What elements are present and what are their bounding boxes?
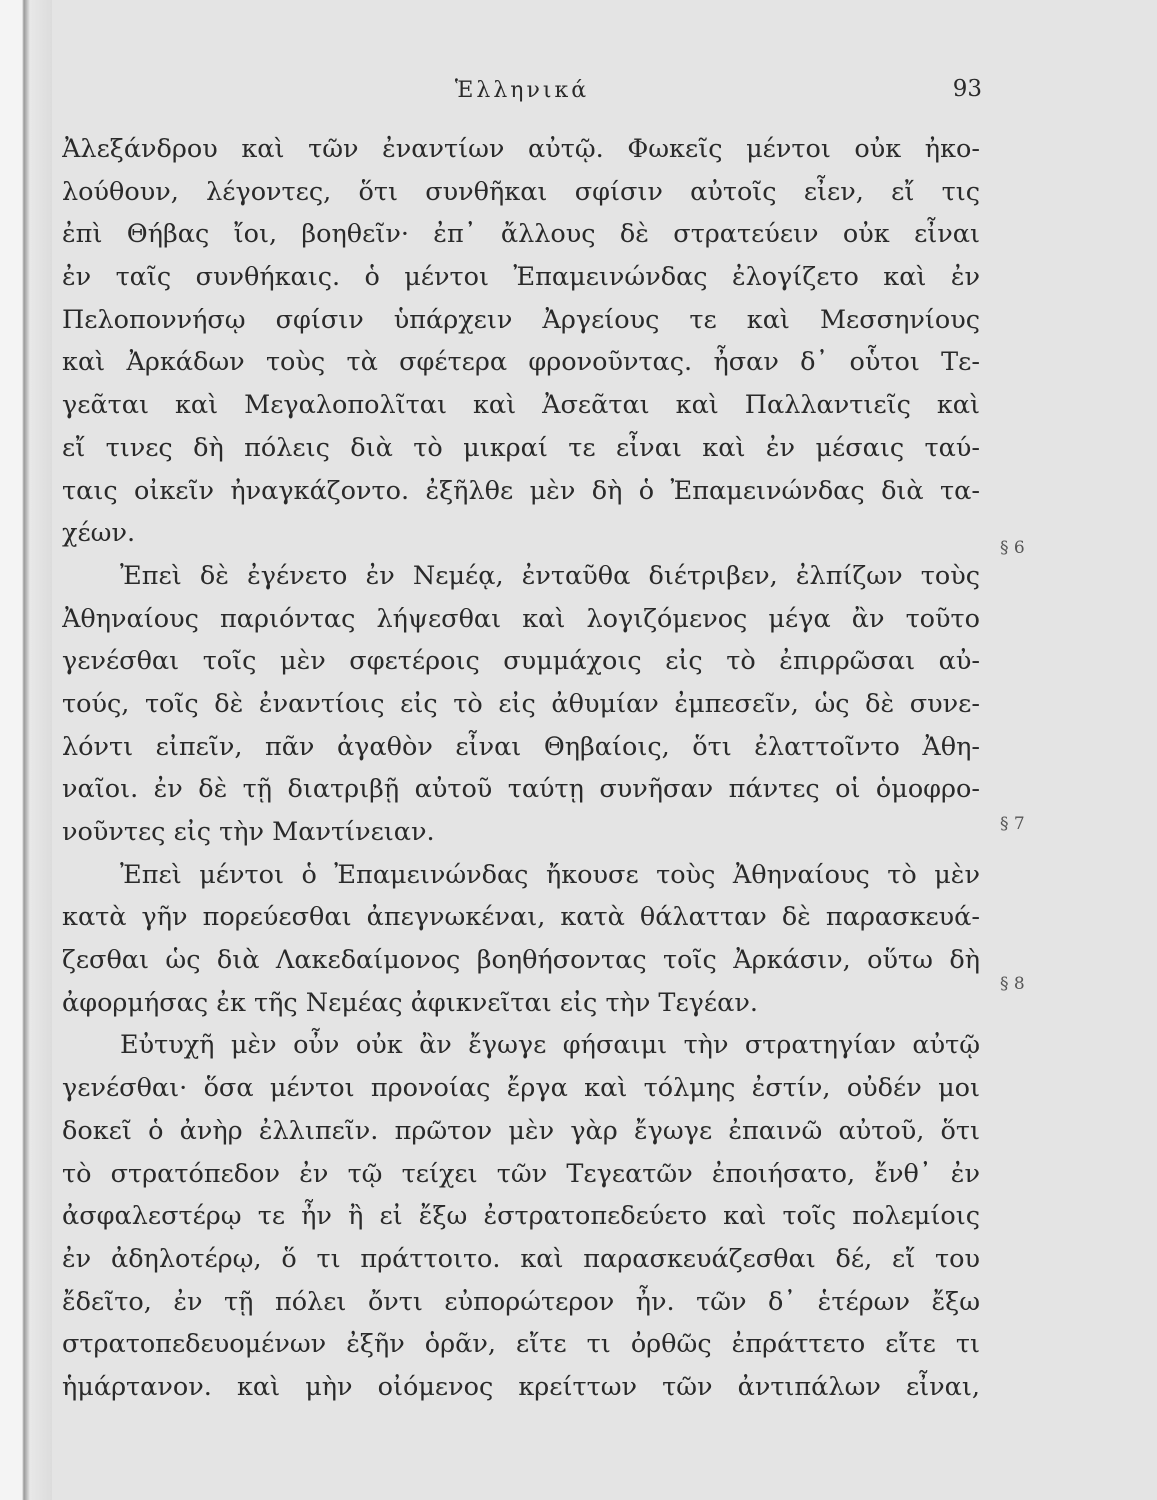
text-line: ἡμάρτανον. καὶ μὴν οἰόμενος κρείττων τῶν ἀντιπάλων εἶναι, [62,1371,980,1402]
text-line: Ἀθηναίους παριόντας λήψεσθαι καὶ λογιζόμενος μέγα ἂν τοῦτο [62,603,980,634]
text-line: Ἐπεὶ μέντοι ὁ Ἐπαμεινώνδας ἤκουσε τοὺς Ἀθηναίους τὸ μὲν [120,859,980,890]
section-mark-8: § 8 [1000,974,1025,994]
page-binding-edge [0,0,52,1500]
text-line: γενέσθαι τοῖς μὲν σφετέροις συμμάχοις εἰς τὸ ἐπιρρῶσαι αὐ- [62,646,980,677]
text-line: Ἀλεξάνδρου καὶ τῶν ἐναντίων αὐτῷ. Φωκεῖς μέντοι οὐκ ἠκο- [62,134,980,164]
text-line: λόντι εἰπεῖν, πᾶν ἀγαθὸν εἶναι Θηβαίοις, ὅτι ἐλαττοῖντο Ἀθη- [62,731,980,762]
text-line: καὶ Ἀρκάδων τοὺς τὰ σφέτερα φρονοῦντας. ἦσαν δ᾽ οὗτοι Τε- [62,347,980,378]
text-line: ἔδεῖτο, ἐν τῇ πόλει ὄντι εὐπορώτερον ἦν. τῶν δ᾽ ἑτέρων ἔξω [62,1286,980,1317]
text-line: εἴ τινες δὴ πόλεις διὰ τὸ μικραί τε εἶναι καὶ ἐν μέσαις ταύ- [62,432,980,463]
text-line: Πελοποννήσῳ σφίσιν ὑπάρχειν Ἀργείους τε καὶ Μεσσηνίους [62,304,980,335]
body-text [62,128,980,1409]
running-title: Ἑλληνικά [454,78,590,103]
text-line: νοῦντες εἰς τὴν Μαντίνειαν. [62,817,435,847]
running-header [62,72,982,112]
text-line: γενέσθαι· ὅσα μέντοι προνοίας ἔργα καὶ τόλμης ἐστίν, οὐδέν μοι [62,1073,980,1104]
text-line: ἀσφαλεστέρῳ τε ἦν ἢ εἰ ἔξω ἐστρατοπεδεύετο καὶ τοῖς πολεμίοις [62,1201,980,1232]
text-line: λούθουν, λέγοντες, ὅτι συνθῆκαι σφίσιν αὐτοῖς εἶεν, εἴ τις [62,176,980,207]
text-line: γεᾶται καὶ Μεγαλοπολῖται καὶ Ἀσεᾶται καὶ Παλλαντιεῖς καὶ [62,390,980,421]
text-line: ταις οἰκεῖν ἠναγκάζοντο. ἐξῆλθε μὲν δὴ ὁ Ἐπαμεινώνδας διὰ τα- [62,475,980,506]
text-line: ἐν ταῖς συνθήκαις. ὁ μέντοι Ἐπαμεινώνδας ἐλογίζετο καὶ ἐν [62,262,980,293]
text-line: τὸ στρατόπεδον ἐν τῷ τείχει τῶν Τεγεατῶν ἐποιήσατο, ἔνθ᾽ ἐν [62,1158,980,1189]
section-mark-7: § 7 [1000,814,1025,834]
text-line: τούς, τοῖς δὲ ἐναντίοις εἰς τὸ εἰς ἀθυμίαν ἐμπεσεῖν, ὡς δὲ συνε- [62,688,980,719]
text-line: ἐν ἀδηλοτέρῳ, ὅ τι πράττοιτο. καὶ παρασκευάζεσθαι δέ, εἴ του [62,1243,980,1274]
text-line: ζεσθαι ὡς διὰ Λακεδαίμονος βοηθήσοντας τοῖς Ἀρκάσιν, οὕτω δὴ [62,945,980,976]
text-line: στρατοπεδευομένων ἐξῆν ὁρᾶν, εἴτε τι ὀρθῶς ἐπράττετο εἴτε τι [62,1329,980,1360]
text-line: ἐπὶ Θήβας ἴοι, βοηθεῖν· ἐπ᾽ ἄλλους δὲ στρατεύειν οὐκ εἶναι [62,219,980,250]
text-line: Εὐτυχῆ μὲν οὖν οὐκ ἂν ἔγωγε φήσαιμι τὴν στρατηγίαν αὐτῷ [120,1030,980,1061]
text-line: κατὰ γῆν πορεύεσθαι ἀπεγνωκέναι, κατὰ θάλατταν δὲ παρασκευά- [62,902,980,933]
text-line: δοκεῖ ὁ ἀνὴρ ἐλλιπεῖν. πρῶτον μὲν γὰρ ἔγωγε ἐπαινῶ αὐτοῦ, ὅτι [62,1115,980,1146]
text-line: Ἐπεὶ δὲ ἐγένετο ἐν Νεμέᾳ, ἐνταῦθα διέτριβεν, ἐλπίζων τοὺς [120,560,980,591]
text-line: ναῖοι. ἐν δὲ τῇ διατριβῇ αὐτοῦ ταύτῃ συνῆσαν πάντες οἱ ὁμοφρο- [62,774,980,805]
section-mark-6: § 6 [1000,538,1025,558]
text-line: ἀφορμήσας ἐκ τῆς Νεμέας ἀφικνεῖται εἰς τὴν Τεγέαν. [62,987,758,1018]
page-number: 93 [952,76,982,102]
text-line: χέων. [62,518,136,549]
